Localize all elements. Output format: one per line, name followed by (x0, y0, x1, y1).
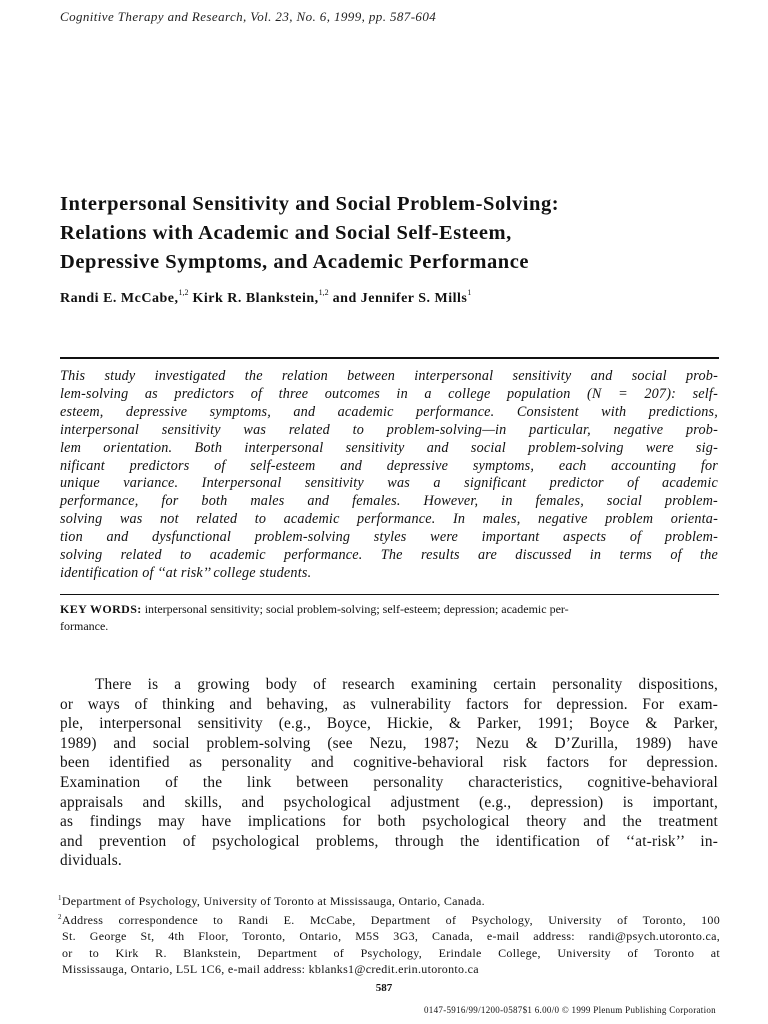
keywords-label: KEY WORDS: (60, 602, 142, 616)
body-line: There is a growing body of research examining certain personality dispositions, (95, 676, 718, 693)
body-line: been identified as personality and cognitive-behavioral risk factors for depression. (60, 754, 718, 772)
keywords-text: formance. (60, 619, 109, 633)
footnote-mark: 1 (58, 894, 62, 902)
abstract-line: unique variance. Interpersonal sensitivity was a significant predictor of academic (60, 475, 718, 492)
abstract-line: tion and dysfunctional problem-solving styles were important aspects of problem- (60, 529, 718, 546)
page-number: 587 (375, 982, 393, 994)
footnote-mark: 2 (58, 913, 62, 922)
author-affiliation-mark: 1,2 (178, 288, 189, 297)
abstract-line: performance, for both males and females. However, in females, social problem- (60, 493, 718, 510)
article-title (60, 190, 720, 277)
author-affiliation-mark: 1 (467, 288, 472, 297)
footnote-text: Mississauga, Ontario, L5L 1C6, e-mail address: kblanks1@credit.erin.utoronto.ca (62, 961, 479, 976)
keywords-text: interpersonal sensitivity; social problem-solving; self-esteem; depression; academic per- (144, 602, 569, 616)
footnotes (58, 890, 720, 977)
body-line: and prevention of psychological problems, through the identification of ‘‘at-risk’’ in- (60, 832, 718, 850)
abstract-line: lem orientation. Both interpersonal sensitivity and social problem-solving were sig- (60, 439, 718, 456)
abstract-line: solving related to academic performance. The results are discussed in terms of the (60, 547, 718, 564)
body-line: ple, interpersonal sensitivity (e.g., Boyce, Hickie, & Parker, 1991; Boyce & Parker, (60, 715, 718, 733)
author-name: Randi E. McCabe, (60, 291, 179, 306)
abstract-line: esteem, depressive symptoms, and academic performance. Consistent with predictions, (60, 403, 718, 420)
footnote-text: or to Kirk R. Blankstein, Department of Psychology, Erindale College, University of Toronto at (62, 945, 720, 960)
abstract-line: lem-solving as predictors of three outcomes in a college population (N = 207): self- (60, 385, 718, 402)
body-line: or ways of thinking and behaving, as vulnerability factors for depression. For exam- (60, 695, 718, 713)
body-line: Examination of the link between personality characteristics, cognitive-behavioral (60, 773, 718, 791)
body-line: dividuals. (60, 852, 122, 870)
body-paragraph (60, 675, 718, 871)
abstract-line: This study investigated the relation between interpersonal sensitivity and social prob- (60, 368, 718, 384)
abstract (60, 368, 718, 583)
running-head: Cognitive Therapy and Research, Vol. 23, No. 6, 1999, pp. 587-604 (60, 9, 437, 24)
body-line: 1989) and social problem-solving (see Nezu, 1987; Nezu & D’Zurilla, 1989) have (60, 734, 718, 752)
author-affiliation-mark: 1,2 (318, 288, 329, 297)
body-line: as findings may have implications for both psychological theory and the treatment (60, 813, 718, 831)
footnote-text: Department of Psychology, University of Toronto at Mississauga, Ontario, Canada. (61, 894, 485, 908)
footnote-text: Address correspondence to Randi E. McCabe, Department of Psychology, University of Toronto, 100 (61, 913, 720, 928)
keywords (60, 601, 720, 635)
author-list (60, 288, 471, 307)
abstract-line: nificant predictors of self-esteem and depressive symptoms, each accounting for (60, 457, 718, 474)
author-name: Kirk R. Blankstein, (192, 291, 319, 306)
abstract-line: solving was not related to academic performance. In males, negative problem orienta- (60, 511, 718, 528)
author-name: and Jennifer S. Mills (332, 291, 468, 306)
abstract-top-rule (60, 357, 719, 359)
abstract-line: identification of ‘‘at risk’’ college students. (60, 564, 312, 581)
title-line: Depressive Symptoms, and Academic Performance (60, 251, 530, 273)
copyright-line: 0147-5916/99/1200-0587$1 6.00/0 © 1999 Plenum Publishing Corporation (424, 1005, 716, 1015)
title-line: Relations with Academic and Social Self-Esteem, (60, 222, 512, 244)
title-line: Interpersonal Sensitivity and Social Problem-Solving: (60, 193, 560, 215)
footnote-text: St. George St, 4th Floor, Toronto, Ontario, M5S 3G3, Canada, e-mail address: randi@psych.utoronto.ca, (62, 929, 720, 944)
abstract-bottom-rule (60, 594, 719, 595)
abstract-line: interpersonal sensitivity was related to problem-solving—in particular, negative prob- (60, 421, 718, 438)
body-line: appraisals and skills, and psychological adjustment (e.g., depression) is important, (60, 793, 718, 811)
